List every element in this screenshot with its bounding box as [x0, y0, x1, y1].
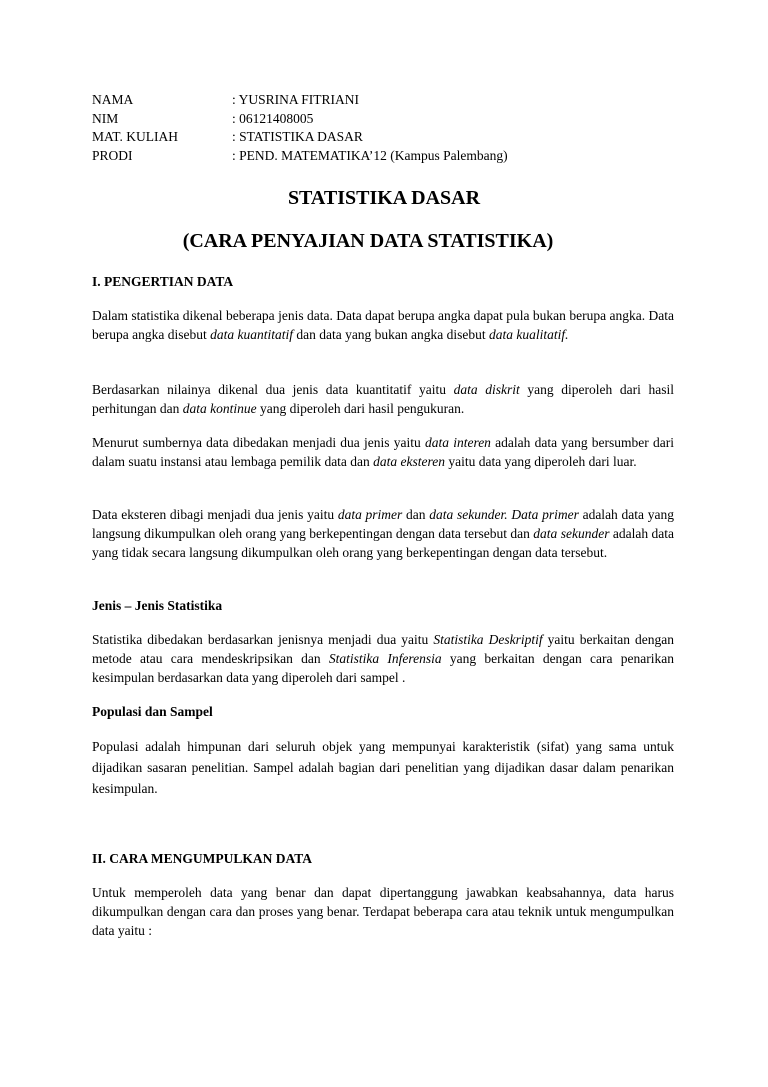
info-value: : PEND. MATEMATIKA’12 (Kampus Palembang)	[232, 147, 508, 163]
section-heading-populasi-sampel: Populasi dan Sampel	[92, 704, 213, 719]
section-heading-pengertian-data: I. PENGERTIAN DATA	[92, 274, 234, 289]
italic-term: Statistika Inferensia	[328, 651, 442, 666]
paragraph	[92, 306, 674, 344]
text: Dalam statistika dikenal beberapa jenis data. Data dapat berupa angka dapat pula bukan berupa angka. Data berupa angka disebut	[92, 308, 674, 342]
text: yaitu berkaitan dengan metode atau cara mendeskripsikan dan	[92, 632, 674, 666]
italic-term: data eksteren	[373, 454, 446, 469]
info-row-nim	[92, 110, 508, 129]
text: yang diperoleh dari hasil perhitungan dan	[92, 382, 674, 416]
page-subtitle: (CARA PENYAJIAN DATA STATISTIKA)	[182, 230, 554, 252]
italic-term: data kualitatif.	[489, 327, 569, 342]
info-value: : 06121408005	[232, 110, 314, 126]
paragraph	[92, 433, 674, 471]
italic-term: data primer	[337, 507, 403, 522]
text: Menurut sumbernya data dibedakan menjadi dua jenis yaitu	[92, 435, 425, 450]
italic-term: data kontinue	[182, 401, 257, 416]
italic-term: data sekunder. Data primer	[429, 507, 579, 522]
text: Statistika dibedakan berdasarkan jenisnya menjadi dua yaitu	[92, 632, 434, 647]
paragraph: Populasi adalah himpunan dari seluruh objek yang mempunyai karakteristik (sifat) yang sama untuk dijadikan sasaran penelitian. Sampel adalah bagian dari penelitian yang dijadikan dasar dalam penarikan kesimpulan.	[92, 739, 674, 796]
text: adalah data yang bersumber dari dalam suatu instansi atau lembaga pemilik data dan	[92, 435, 674, 469]
info-row-nama	[92, 91, 508, 110]
info-value: : YUSRINA FITRIANI	[232, 92, 360, 107]
italic-term: data kuantitatif	[210, 327, 293, 342]
text: Data eksteren dibagi menjadi dua jenis yaitu	[92, 507, 338, 522]
text: dan	[402, 507, 430, 522]
info-key: PRODI	[92, 147, 133, 163]
info-key: NIM	[92, 110, 119, 126]
info-value: : STATISTIKA DASAR	[232, 129, 363, 144]
italic-term: data sekunder	[533, 526, 610, 541]
paragraph	[92, 505, 674, 562]
paragraph: Untuk memperoleh data yang benar dan dapat dipertanggung jawabkan keabsahannya, data harus dikumpulkan dengan cara dan proses yang benar. Terdapat beberapa cara atau teknik untuk mengumpulkan data yaitu :	[92, 885, 674, 938]
text: adalah data yang langsung dikumpulkan oleh orang yang berkepentingan dengan data tersebut dan	[92, 507, 674, 541]
text: yaitu data yang diperoleh dari luar.	[445, 454, 637, 469]
italic-term: Statistika Deskriptif	[433, 632, 543, 647]
student-info	[92, 91, 508, 165]
text: Berdasarkan nilainya dikenal dua jenis data kuantitatif yaitu	[92, 382, 454, 397]
info-row-mat-kuliah	[92, 128, 508, 147]
page-title: STATISTIKA DASAR	[287, 187, 481, 209]
section-heading-jenis-statistika: Jenis – Jenis Statistika	[92, 598, 223, 613]
text: adalah data yang tidak secara langsung dikumpulkan oleh orang yang berkepentingan dengan data tersebut.	[92, 526, 674, 560]
info-row-prodi	[92, 147, 508, 166]
text: yang diperoleh dari hasil pengukuran.	[256, 401, 465, 416]
paragraph	[92, 630, 674, 687]
text: yang berkaitan dengan cara penarikan kesimpulan berdasarkan data yang diperoleh dari sampel .	[92, 651, 674, 685]
italic-term: data interen	[424, 435, 491, 450]
section-heading-cara-mengumpulkan-data: II. CARA MENGUMPULKAN DATA	[92, 851, 312, 866]
info-key: MAT. KULIAH	[92, 129, 178, 144]
italic-term: data diskrit	[453, 382, 520, 397]
text: dan data yang bukan angka disebut	[292, 327, 490, 342]
paragraph	[92, 380, 674, 418]
info-key: NAMA	[92, 92, 134, 107]
